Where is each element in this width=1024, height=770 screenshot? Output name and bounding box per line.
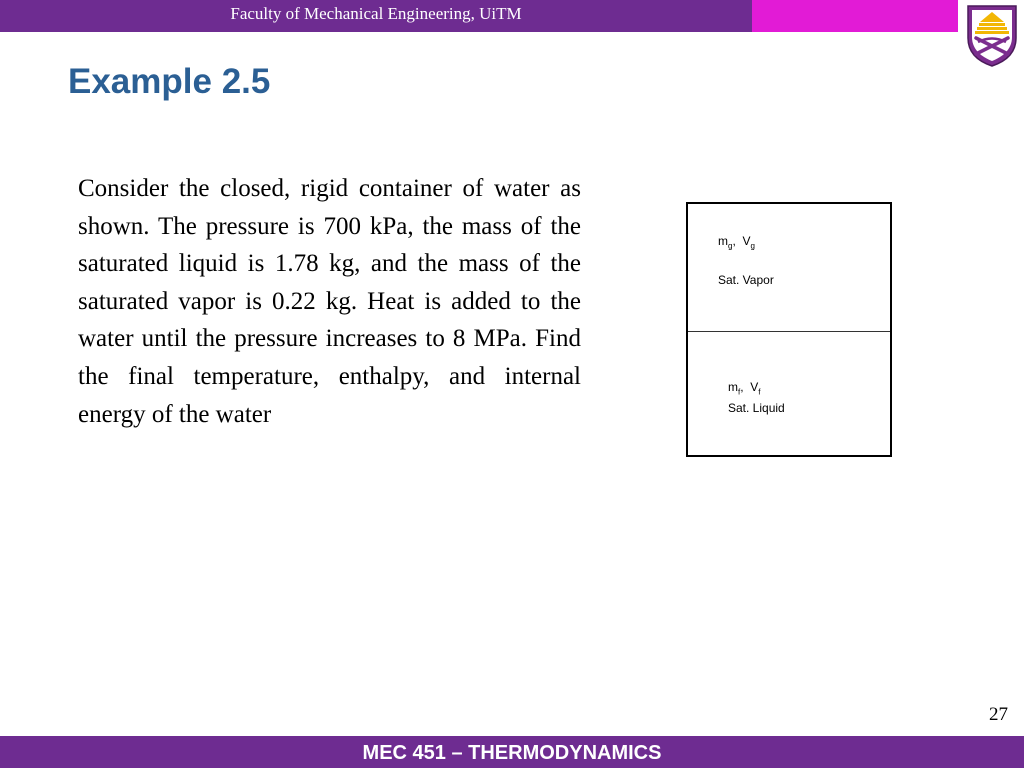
container-diagram xyxy=(686,202,892,457)
course-title: MEC 451 – THERMODYNAMICS xyxy=(362,742,662,764)
page-number: 27 xyxy=(989,704,1008,725)
vapor-label: Sat. Vapor xyxy=(718,273,774,287)
header-title: Faculty of Mechanical Engineering, UiTM xyxy=(230,4,522,23)
vapor-variables: $m_g$, $V_g$ xyxy=(718,234,755,251)
problem-statement: Consider the closed, rigid container of water as shown. The pressure is 700 kPa, the mass of the saturated liquid is 1.78 kg, and the mass of the saturated vapor is 0.22 kg. Heat is added to the water until the pressure increases to 8 MPa. Find the final temperature, enthalpy, and internal energy of the water xyxy=(78,175,581,428)
footer-bar xyxy=(0,736,1024,768)
liquid-variables: $m_f$, $V_f$ xyxy=(728,380,761,397)
uitm-crest-icon xyxy=(964,4,1020,68)
liquid-vapor-interface xyxy=(688,331,890,332)
header-accent-bar xyxy=(752,0,958,32)
slide-title: Example 2.5 xyxy=(68,62,271,101)
liquid-label: Sat. Liquid xyxy=(728,401,785,415)
